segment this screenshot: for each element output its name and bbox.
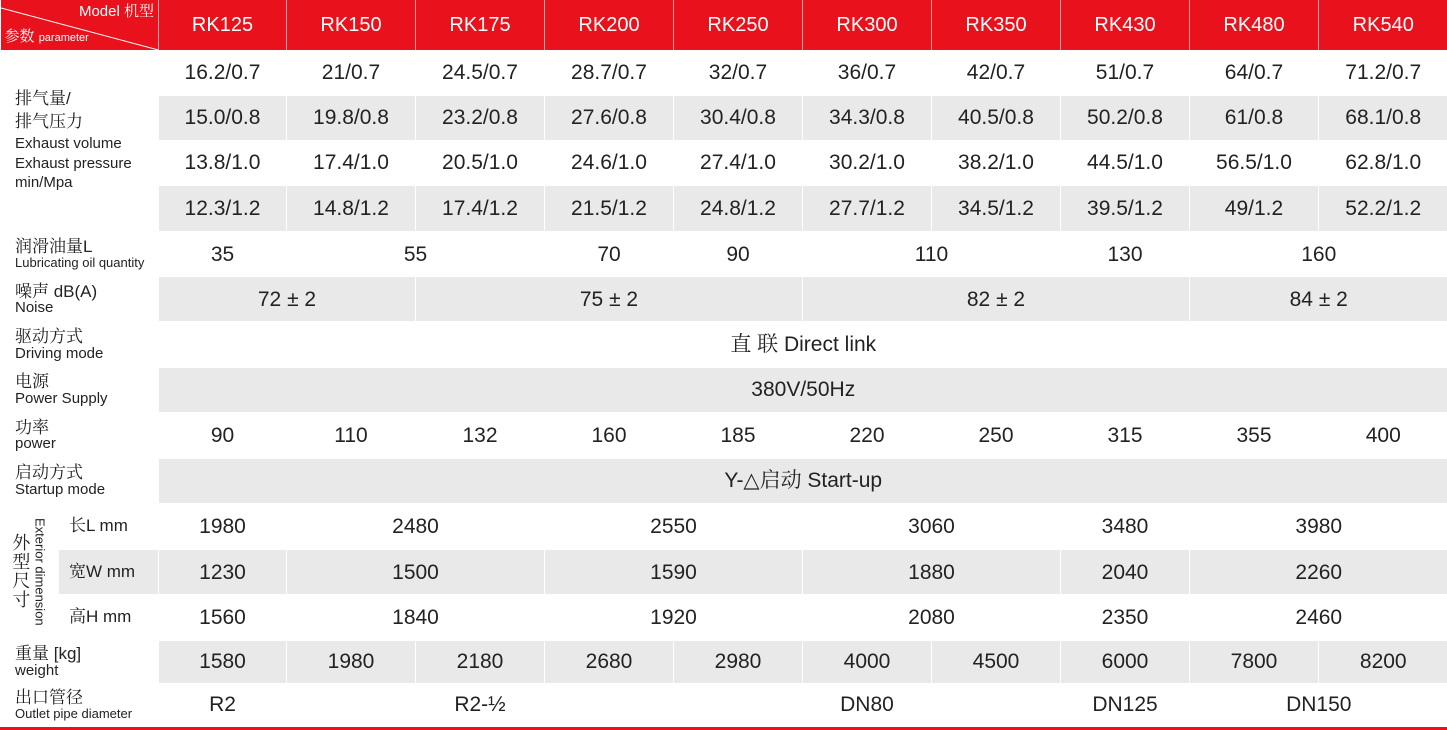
exhaust-cell: 56.5/1.0 [1190,140,1319,185]
model-header: RK430 [1061,0,1190,50]
exhaust-cell: 23.2/0.8 [416,95,545,140]
model-header: RK350 [932,0,1061,50]
exhaust-cell: 51/0.7 [1061,50,1190,95]
exhaust-cell: 32/0.7 [674,50,803,95]
weight-cell: 4000 [803,640,932,683]
length-cell: 2550 [545,504,803,550]
height-cell: 2350 [1061,595,1190,640]
exhaust-cell: 71.2/0.7 [1319,50,1447,95]
outlet-label: 出口管径 Outlet pipe diameter [1,683,159,726]
power-cell: 355 [1190,412,1319,458]
exhaust-cell: 42/0.7 [932,50,1061,95]
length-label: 长L mm [59,504,159,550]
exhaust-cell: 49/1.2 [1190,185,1319,231]
length-cell: 3060 [803,504,1061,550]
exhaust-cell: 27.7/1.2 [803,185,932,231]
oil-cell: 160 [1190,232,1447,277]
width-cell: 1590 [545,550,803,595]
power-cell: 315 [1061,412,1190,458]
exterior-label-en: Exterior dimension [32,517,48,626]
exhaust-cell: 27.4/1.0 [674,140,803,185]
driving-value: 直 联 Direct link [159,322,1447,367]
exhaust-row [1,140,1447,185]
noise-cell: 75 ± 2 [416,277,803,322]
exhaust-cell: 52.2/1.2 [1319,185,1447,231]
driving-row [1,322,1447,367]
weight-cell: 2680 [545,640,674,683]
height-cell: 2460 [1190,595,1447,640]
exhaust-cell: 14.8/1.2 [287,185,416,231]
power-cell: 220 [803,412,932,458]
height-cell: 2080 [803,595,1061,640]
noise-label: 噪声 dB(A) Noise [1,277,159,322]
outlet-row [1,683,1447,726]
height-cell: 1560 [159,595,287,640]
power-cell: 110 [287,412,416,458]
power-label: 功率 power [1,412,159,458]
width-cell: 1230 [159,550,287,595]
noise-cell: 82 ± 2 [803,277,1190,322]
noise-cell: 72 ± 2 [159,277,416,322]
model-header: RK175 [416,0,545,50]
exhaust-cell: 68.1/0.8 [1319,95,1447,140]
oil-cell: 90 [674,232,803,277]
length-cell: 1980 [159,504,287,550]
model-header: RK300 [803,0,932,50]
weight-cell: 4500 [932,640,1061,683]
exhaust-cell: 34.3/0.8 [803,95,932,140]
power-supply-value: 380V/50Hz [159,367,1447,412]
outlet-cell: R2-½ [287,683,674,726]
outlet-cell: DN125 [1061,683,1190,726]
power-cell: 90 [159,412,287,458]
exhaust-cell: 62.8/1.0 [1319,140,1447,185]
outlet-cell: R2 [159,683,287,726]
exhaust-row [1,185,1447,231]
model-header-label: Model 机型 [78,3,154,20]
header-row [1,0,1447,50]
exhaust-cell: 30.4/0.8 [674,95,803,140]
exhaust-cell: 21.5/1.2 [545,185,674,231]
model-header: RK250 [674,0,803,50]
oil-cell: 110 [803,232,1061,277]
model-header: RK125 [159,0,287,50]
width-cell: 2040 [1061,550,1190,595]
weight-cell: 1580 [159,640,287,683]
model-header: RK480 [1190,0,1319,50]
exhaust-cell: 19.8/0.8 [287,95,416,140]
exhaust-label: 排气量/ 排气压力 Exhaust volume Exhaust pressure min/Mpa [1,50,159,232]
exhaust-cell: 30.2/1.0 [803,140,932,185]
length-cell: 3480 [1061,504,1190,550]
exhaust-cell: 12.3/1.2 [159,185,287,231]
width-cell: 1880 [803,550,1061,595]
noise-cell: 84 ± 2 [1190,277,1447,322]
power-supply-row [1,367,1447,412]
exhaust-cell: 64/0.7 [1190,50,1319,95]
weight-label: 重量 [kg] weight [1,640,159,683]
weight-cell: 6000 [1061,640,1190,683]
startup-row [1,458,1447,503]
oil-cell: 130 [1061,232,1190,277]
model-header: RK200 [545,0,674,50]
oil-cell: 35 [159,232,287,277]
exhaust-row [1,95,1447,140]
exhaust-cell: 27.6/0.8 [545,95,674,140]
exhaust-cell: 13.8/1.0 [159,140,287,185]
header-corner [1,0,159,50]
exhaust-cell: 24.8/1.2 [674,185,803,231]
model-header: RK540 [1319,0,1447,50]
exhaust-cell: 40.5/0.8 [932,95,1061,140]
power-supply-label: 电源 Power Supply [1,367,159,412]
exhaust-cell: 20.5/1.0 [416,140,545,185]
height-row [1,595,1447,640]
power-row [1,412,1447,458]
oil-cell: 55 [287,232,545,277]
height-cell: 1920 [545,595,803,640]
driving-label: 驱动方式 Driving mode [1,322,159,367]
exhaust-cell: 39.5/1.2 [1061,185,1190,231]
oil-cell: 70 [545,232,674,277]
oil-label: 润滑油量L Lubricating oil quantity [1,232,159,277]
width-cell: 1500 [287,550,545,595]
exhaust-row [1,50,1447,95]
weight-cell: 1980 [287,640,416,683]
exhaust-cell: 24.5/0.7 [416,50,545,95]
exhaust-cell: 38.2/1.0 [932,140,1061,185]
width-row [1,550,1447,595]
noise-row [1,277,1447,322]
exhaust-cell: 16.2/0.7 [159,50,287,95]
width-label: 宽W mm [59,550,159,595]
exterior-label [1,504,59,640]
exhaust-cell: 50.2/0.8 [1061,95,1190,140]
power-cell: 400 [1319,412,1447,458]
width-cell: 2260 [1190,550,1447,595]
model-header: RK150 [287,0,416,50]
exhaust-cell: 17.4/1.2 [416,185,545,231]
outlet-cell: DN80 [674,683,1061,726]
exterior-label-cn: 外 型 尺 寸 [12,533,31,610]
weight-cell: 2980 [674,640,803,683]
exhaust-cell: 61/0.8 [1190,95,1319,140]
exhaust-cell: 21/0.7 [287,50,416,95]
parameter-header-label: 参数 parameter [4,27,89,45]
weight-cell: 7800 [1190,640,1319,683]
length-cell: 3980 [1190,504,1447,550]
height-label: 高H mm [59,595,159,640]
length-row [1,504,1447,550]
height-cell: 1840 [287,595,545,640]
weight-row [1,640,1447,683]
startup-label: 启动方式 Startup mode [1,458,159,503]
exhaust-cell: 17.4/1.0 [287,140,416,185]
length-cell: 2480 [287,504,545,550]
power-cell: 160 [545,412,674,458]
startup-value: Y-△启动 Start-up [159,458,1447,503]
power-cell: 132 [416,412,545,458]
exhaust-cell: 15.0/0.8 [159,95,287,140]
exhaust-cell: 36/0.7 [803,50,932,95]
exhaust-cell: 44.5/1.0 [1061,140,1190,185]
exhaust-cell: 34.5/1.2 [932,185,1061,231]
exhaust-cell: 24.6/1.0 [545,140,674,185]
oil-row [1,232,1447,277]
weight-cell: 2180 [416,640,545,683]
power-cell: 185 [674,412,803,458]
weight-cell: 8200 [1319,640,1447,683]
power-cell: 250 [932,412,1061,458]
exhaust-cell: 28.7/0.7 [545,50,674,95]
outlet-cell: DN150 [1190,683,1447,726]
